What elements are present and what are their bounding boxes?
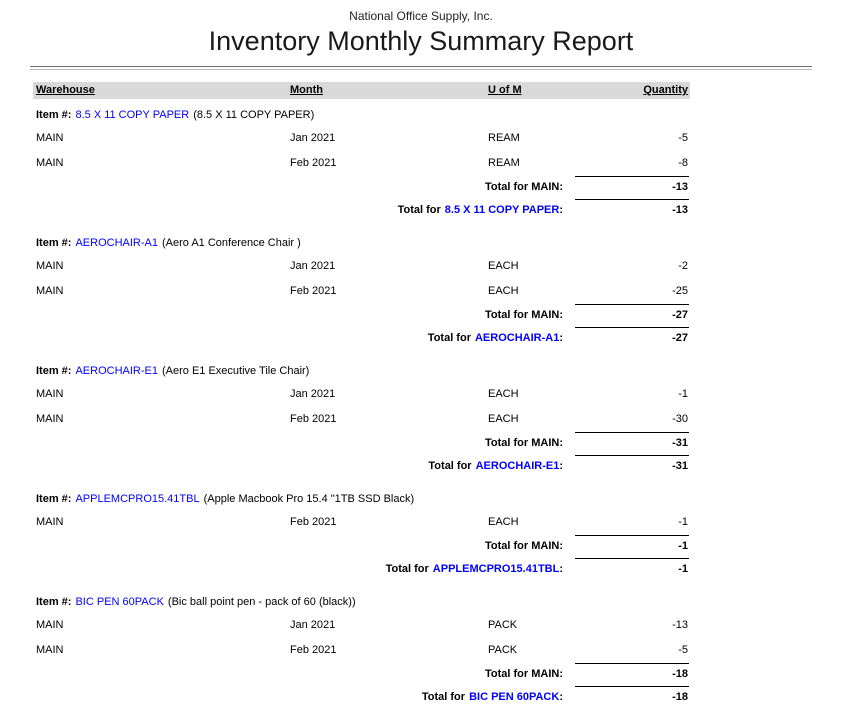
item-total-label <box>0 455 563 478</box>
item-number-label: Item #: <box>36 365 72 377</box>
warehouse-total-label: Total for MAIN: <box>484 437 563 449</box>
quantity-cell: -25 <box>672 285 688 297</box>
company-name: National Office Supply, Inc. <box>349 9 493 23</box>
item-header-text <box>36 104 314 126</box>
item-total-value: -27 <box>672 332 688 344</box>
uom-cell: EACH <box>488 260 519 272</box>
uom-cell: EACH <box>488 413 519 425</box>
quantity-cell: -1 <box>678 516 688 528</box>
item-total-colon: : <box>559 332 563 344</box>
item-total-row <box>0 455 842 478</box>
quantity-cell: -8 <box>678 157 688 169</box>
warehouse-cell: MAIN <box>36 132 64 144</box>
report-body <box>0 99 842 709</box>
column-header-warehouse: Warehouse <box>36 84 95 96</box>
item-total-code[interactable]: BIC PEN 60PACK <box>469 691 560 703</box>
item-description: (Aero E1 Executive Tile Chair) <box>162 365 310 377</box>
item-description: (Apple Macbook Pro 15.4 "1TB SSD Black) <box>203 493 415 505</box>
item-total-colon: : <box>559 563 563 575</box>
column-header-uom: U of M <box>488 84 522 96</box>
item-header-text <box>36 232 301 254</box>
item-number-label: Item #: <box>36 493 72 505</box>
inventory-row <box>0 382 842 407</box>
warehouse-cell: MAIN <box>36 285 64 297</box>
inventory-row <box>0 254 842 279</box>
inventory-row <box>0 510 842 535</box>
warehouse-total-row <box>0 432 842 455</box>
item-total-value: -31 <box>672 460 688 472</box>
warehouse-cell: MAIN <box>36 157 64 169</box>
inventory-row <box>0 279 842 304</box>
warehouse-total-value: -18 <box>672 668 688 680</box>
item-total-prefix: Total for <box>421 691 466 703</box>
warehouse-cell: MAIN <box>36 516 64 528</box>
item-total-colon: : <box>559 204 563 216</box>
item-header-row <box>0 483 842 510</box>
report-title: Inventory Monthly Summary Report <box>208 26 634 56</box>
quantity-cell: -30 <box>672 413 688 425</box>
item-group <box>0 99 842 222</box>
warehouse-total-label: Total for MAIN: <box>484 181 563 193</box>
warehouse-total-value: -13 <box>672 181 688 193</box>
warehouse-total-row <box>0 176 842 199</box>
warehouse-total-value: -27 <box>672 309 688 321</box>
warehouse-total-label: Total for MAIN: <box>484 668 563 680</box>
quantity-cell: -2 <box>678 260 688 272</box>
warehouse-total-row <box>0 535 842 558</box>
uom-cell: EACH <box>488 285 519 297</box>
month-cell: Feb 2021 <box>290 644 337 656</box>
column-header-quantity: Quantity <box>643 84 688 96</box>
uom-cell: REAM <box>488 157 520 169</box>
item-total-prefix: Total for <box>397 204 441 216</box>
item-code-link[interactable]: 8.5 X 11 COPY PAPER <box>75 109 190 121</box>
item-total-label <box>0 327 563 350</box>
inventory-row <box>0 126 842 151</box>
item-total-row <box>0 327 842 350</box>
item-total-prefix: Total for <box>385 563 429 575</box>
item-total-code[interactable]: 8.5 X 11 COPY PAPER <box>444 204 560 216</box>
item-total-value: -18 <box>672 691 688 703</box>
item-number-label: Item #: <box>36 109 72 121</box>
warehouse-cell: MAIN <box>36 413 64 425</box>
month-cell: Jan 2021 <box>290 619 336 631</box>
quantity-cell: -5 <box>678 132 688 144</box>
item-total-prefix: Total for <box>428 460 472 472</box>
item-header-row <box>0 99 842 126</box>
warehouse-cell: MAIN <box>36 644 64 656</box>
item-description: (Aero A1 Conference Chair ) <box>162 237 301 249</box>
warehouse-total-label: Total for MAIN: <box>484 540 563 552</box>
item-group <box>0 355 842 478</box>
month-cell: Feb 2021 <box>290 285 337 297</box>
item-number-label: Item #: <box>36 596 72 608</box>
item-total-prefix: Total for <box>427 332 471 344</box>
header-divider-top-line <box>30 66 812 67</box>
item-header-text <box>36 488 414 510</box>
warehouse-total-value: -1 <box>678 540 688 552</box>
month-cell: Jan 2021 <box>290 388 336 400</box>
item-header-row <box>0 227 842 254</box>
item-total-label <box>0 558 563 581</box>
item-description: (8.5 X 11 COPY PAPER) <box>193 109 315 121</box>
uom-cell: EACH <box>488 516 519 528</box>
column-header-row <box>0 82 842 99</box>
uom-cell: PACK <box>488 619 518 631</box>
column-header-month: Month <box>290 84 323 96</box>
item-total-row <box>0 558 842 581</box>
item-header-text <box>36 360 309 382</box>
item-total-label <box>0 199 563 222</box>
month-cell: Jan 2021 <box>290 260 336 272</box>
item-code-link[interactable]: AEROCHAIR-E1 <box>75 365 158 377</box>
item-total-label <box>0 686 563 709</box>
warehouse-cell: MAIN <box>36 388 64 400</box>
item-total-colon: : <box>559 691 563 703</box>
item-group <box>0 586 842 709</box>
quantity-cell: -1 <box>678 388 688 400</box>
inventory-row <box>0 638 842 663</box>
warehouse-cell: MAIN <box>36 260 64 272</box>
item-header-row <box>0 355 842 382</box>
inventory-row <box>0 613 842 638</box>
uom-cell: REAM <box>488 132 520 144</box>
warehouse-cell: MAIN <box>36 619 64 631</box>
header-divider-bottom-line <box>30 69 812 70</box>
uom-cell: EACH <box>488 388 519 400</box>
item-group <box>0 227 842 350</box>
quantity-cell: -13 <box>672 619 688 631</box>
month-cell: Jan 2021 <box>290 132 336 144</box>
header-divider <box>30 66 812 70</box>
month-cell: Feb 2021 <box>290 516 337 528</box>
item-total-colon: : <box>559 460 563 472</box>
item-total-value: -1 <box>678 563 688 575</box>
item-number-label: Item #: <box>36 237 72 249</box>
item-total-row <box>0 686 842 709</box>
warehouse-total-value: -31 <box>672 437 688 449</box>
month-cell: Feb 2021 <box>290 413 337 425</box>
warehouse-total-label: Total for MAIN: <box>484 309 563 321</box>
item-header-row <box>0 586 842 613</box>
item-description: (Bic ball point pen - pack of 60 (black)) <box>167 596 356 608</box>
item-total-code[interactable]: APPLEMCPRO15.41TBL <box>432 563 560 575</box>
quantity-cell: -5 <box>678 644 688 656</box>
item-total-row <box>0 199 842 222</box>
item-code-link[interactable]: AEROCHAIR-A1 <box>75 237 158 249</box>
uom-cell: PACK <box>488 644 518 656</box>
item-total-value: -13 <box>672 204 688 216</box>
inventory-row <box>0 407 842 432</box>
warehouse-total-row <box>0 304 842 327</box>
inventory-row <box>0 151 842 176</box>
item-total-code[interactable]: AEROCHAIR-A1 <box>474 332 560 344</box>
item-header-text <box>36 591 356 613</box>
item-code-link[interactable]: APPLEMCPRO15.41TBL <box>75 493 200 505</box>
month-cell: Feb 2021 <box>290 157 337 169</box>
item-code-link[interactable]: BIC PEN 60PACK <box>75 596 164 608</box>
item-group <box>0 483 842 581</box>
warehouse-total-row <box>0 663 842 686</box>
item-total-code[interactable]: AEROCHAIR-E1 <box>475 460 560 472</box>
